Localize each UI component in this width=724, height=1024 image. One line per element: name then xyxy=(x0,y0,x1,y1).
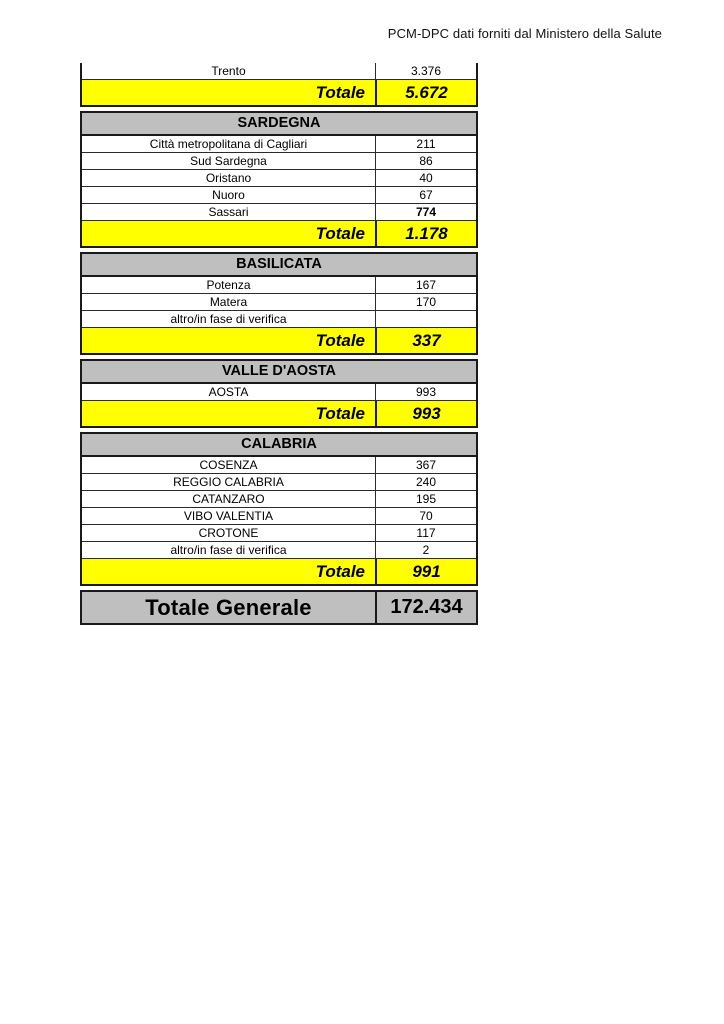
table-row xyxy=(82,277,476,294)
table-row xyxy=(82,153,476,170)
table-row xyxy=(82,204,476,221)
row-label: Trento xyxy=(211,64,246,78)
row-label: COSENZA xyxy=(199,458,258,472)
row-value xyxy=(375,311,476,327)
row-value: 2 xyxy=(375,542,476,558)
row-label: Città metropolitana di Cagliari xyxy=(149,137,308,151)
total-value: 337 xyxy=(375,328,476,353)
region-table-calabria xyxy=(80,432,478,586)
total-label: Totale xyxy=(315,82,365,102)
total-value: 993 xyxy=(375,401,476,426)
row-value: 367 xyxy=(375,457,476,473)
total-label: Totale xyxy=(315,330,365,350)
total-label: Totale xyxy=(315,223,365,243)
total-label: Totale xyxy=(315,403,365,423)
row-value: 167 xyxy=(375,277,476,293)
row-label: CATANZARO xyxy=(192,492,265,506)
row-label: REGGIO CALABRIA xyxy=(173,475,284,489)
row-value: 117 xyxy=(375,525,476,541)
row-value: 195 xyxy=(375,491,476,507)
table-row xyxy=(82,384,476,401)
region-table-valle-d-aosta xyxy=(80,359,478,428)
region-header: VALLE D'AOSTA xyxy=(82,361,476,384)
table-row xyxy=(82,136,476,153)
row-value: 170 xyxy=(375,294,476,310)
row-label: Matera xyxy=(209,295,248,309)
page-header-note: PCM-DPC dati forniti dal Ministero della Salute xyxy=(387,26,662,41)
total-value: 991 xyxy=(375,559,476,584)
region-header: SARDEGNA xyxy=(82,113,476,136)
row-label: CROTONE xyxy=(198,526,259,540)
row-value: 40 xyxy=(375,170,476,186)
row-label: VIBO VALENTIA xyxy=(183,509,274,523)
row-value: 67 xyxy=(375,187,476,203)
table-row xyxy=(82,311,476,328)
row-label: altro/in fase di verifica xyxy=(170,312,287,326)
row-label: Oristano xyxy=(205,171,252,185)
total-label: Totale xyxy=(315,561,365,581)
row-label: altro/in fase di verifica xyxy=(170,543,287,557)
row-value: 3.376 xyxy=(375,63,476,79)
table-row xyxy=(82,491,476,508)
region-table-basilicata xyxy=(80,252,478,355)
row-label: AOSTA xyxy=(208,385,249,399)
table-row xyxy=(82,542,476,559)
row-value: 86 xyxy=(375,153,476,169)
row-label: Potenza xyxy=(206,278,251,292)
table-row xyxy=(82,187,476,204)
table-row xyxy=(82,525,476,542)
grand-total-label: Totale Generale xyxy=(145,594,312,620)
table-row xyxy=(82,63,476,80)
row-value: 240 xyxy=(375,474,476,490)
table-row xyxy=(82,170,476,187)
regions-report xyxy=(80,63,478,625)
region-header: CALABRIA xyxy=(82,434,476,457)
total-row xyxy=(82,401,476,426)
region-table-continuation xyxy=(80,63,478,107)
total-row xyxy=(82,328,476,353)
region-sections-container xyxy=(80,63,478,586)
table-row xyxy=(82,294,476,311)
row-label: Sud Sardegna xyxy=(190,154,267,168)
row-value: 774 xyxy=(375,204,476,220)
table-row xyxy=(82,457,476,474)
grand-total-value: 172.434 xyxy=(375,592,476,623)
total-row xyxy=(82,559,476,584)
total-value: 1.178 xyxy=(375,221,476,246)
row-label: Sassari xyxy=(208,205,249,219)
total-row xyxy=(82,221,476,246)
row-label: Nuoro xyxy=(212,188,245,202)
table-row xyxy=(82,508,476,525)
row-value: 70 xyxy=(375,508,476,524)
region-header: BASILICATA xyxy=(82,254,476,277)
region-table-sardegna xyxy=(80,111,478,248)
row-value: 993 xyxy=(375,384,476,400)
grand-total-row xyxy=(80,590,478,625)
total-row xyxy=(82,80,476,105)
total-value: 5.672 xyxy=(375,80,476,105)
row-value: 211 xyxy=(375,136,476,152)
table-row xyxy=(82,474,476,491)
